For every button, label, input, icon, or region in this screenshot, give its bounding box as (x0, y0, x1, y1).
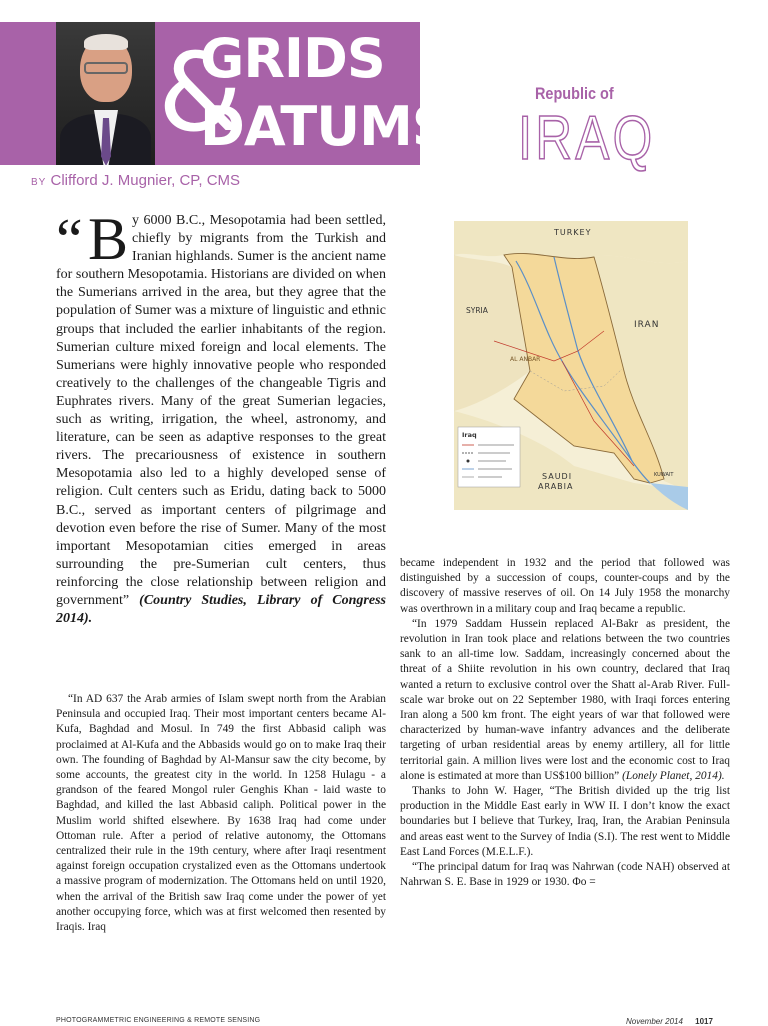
footer-journal: PHOTOGRAMMETRIC ENGINEERING & REMOTE SENSING (56, 1017, 261, 1024)
opening-quote-mark: “ (56, 207, 83, 273)
map-label-turkey: TURKEY (554, 228, 592, 237)
title-datums: DATUMS (200, 95, 450, 158)
paragraph-war-citation: (Lonely Planet, 2014). (622, 769, 725, 782)
iraq-map (454, 221, 688, 510)
photo-hair (84, 34, 128, 50)
paragraph-war-text: “In 1979 Saddam Hussein replaced Al-Bakr as president, the revolution in Iran took place and relations between the two countries sank to an all-time low. Saddam, increasingly concerned about the threat of a Shiite revolution in his own country, declared that Iraq wanted a return to exclusive control over the Shatt al-Arab River. Full-scale war broke out on 22 September 1980, with Iraqi forces entering Iran along a 500 km front. The eight years of war that followed were characterized by human-wave infantry advances and the deliberate targeting of urban residential areas by enemy artillery, all for little territorial gain. A million lives were lost and the economic cost to Iraq alone is estimated at more than US$100 billion” (400, 617, 730, 782)
author-photo (56, 22, 155, 165)
body-column-left (56, 692, 386, 935)
lead-paragraph (56, 206, 386, 628)
map-label-saudi: SAUDI (542, 472, 573, 481)
paragraph-war (400, 617, 730, 784)
map-label-arabia: ARABIA (538, 482, 574, 491)
map-label-anbar: AL ANBAR (510, 356, 541, 363)
title-ampersand: & (158, 31, 243, 156)
lead-citation: (Country Studies, Library of Congress 2014). (56, 592, 386, 627)
photo-glasses (84, 62, 128, 74)
lead-text: y 6000 B.C., Mesopotamia had been settled, chiefly by migrants from the Turkish and Iranian highlands. Sumer is the ancient name for southern Mesopotamia. Historians are divided on when the Sumerians arrived in the area, but they agree that the population of Sumer was a mixture of linguistic and ethnic groups that included the earlier inhabitants of the region. Sumerian culture mixed foreign and local elements. The Sumerians were highly innovative people who responded creatively to the challenges of the changeable Tigris and Euphrates rivers. Many of the great Sumerian legacies, such as writing, irrigation, the wheel, astronomy, and literature, can be seen as adaptive responses to the great rivers. The precariousness of existence in southern Mesopotamia also led to a highly developed sense of religion. Cult centers such as Eridu, dating back to 5000 B.C., served as important centers of pilgrimage and devotion even before the rise of Sumer. Many of the most important Mesopotamian cities emerged in areas surrounding the pre-Sumerian cult centers, thus reinforcing the close relationship between religion and government” (56, 213, 386, 608)
paragraph-datum: “The principal datum for Iraq was Nahrwan (code NAH) observed at Nahrwan S. E. Base in 1929 or 1930. Φo = (400, 861, 730, 889)
title-grids: GRIDS (200, 27, 385, 90)
footer-issue-page (626, 1017, 713, 1026)
body-column-right (400, 556, 730, 890)
dropcap-letter: B (88, 206, 129, 272)
map-label-kuwait: KUWAIT (654, 472, 674, 478)
footer-page-number: 1017 (695, 1017, 713, 1026)
country-prefix: Republic of (535, 84, 614, 103)
map-label-syria: SYRIA (466, 306, 488, 315)
map-legend-title: Iraq (462, 431, 477, 439)
paragraph-history: “In AD 637 the Arab armies of Islam swept north from the Arabian Peninsula and occupied Iraq. Their most important centers became Al-Kufa, Baghdad and Mosul. In 749 the first Abbasid caliph was proclaimed at Al-Kufa and the Abbasids would go on to make Iraq their own. The founding of Baghdad by Al-Mansur saw the city become, by some accounts, the greatest city in the world. In 1258 Hulagu - a grandson of the feared Mongol ruler Genghis Khan - laid waste to Baghdad, and killed the last Abbasid caliph. Political power in the Muslim world shifted elsewhere. By 1638 Iraq had come under Ottoman rule. After a period of relative autonomy, the Ottomans centralized their rule in the 19th century, where after Iraqi resentment against foreign occupation crystalized even as the Ottomans undertook a massive program of modernization. The Ottomans held on until 1920, when the arrival of the British saw Iraq come under the power of yet another occupying force, which was at first welcomed then resented by Iraqis. Iraq (56, 693, 386, 934)
byline (31, 172, 240, 189)
country-name: IRAQ (518, 104, 656, 173)
map-label-iran: IRAN (634, 320, 660, 330)
byline-author: Clifford J. Mugnier, CP, CMS (50, 172, 241, 189)
paragraph-independence: became independent in 1932 and the period that followed was distinguished by a succession of coups, counter-coups and by the discovery of massive reserves of oil. On 14 July 1958 the monarchy was overthrown in a military coup and Iraq became a republic. (400, 557, 730, 615)
footer-issue: November 2014 (626, 1017, 683, 1026)
paragraph-hager: Thanks to John W. Hager, “The British divided up the trig list production in the Middle East early in WW II. I don’t know the exact boundaries but I believe that Turkey, Iraq, Iran, the Arabian Peninsula and areas east went to the Survey of India (S.I). The rest went to Middle East Land Forces (M.E.L.F.). (400, 785, 730, 858)
byline-by: BY (31, 177, 47, 188)
